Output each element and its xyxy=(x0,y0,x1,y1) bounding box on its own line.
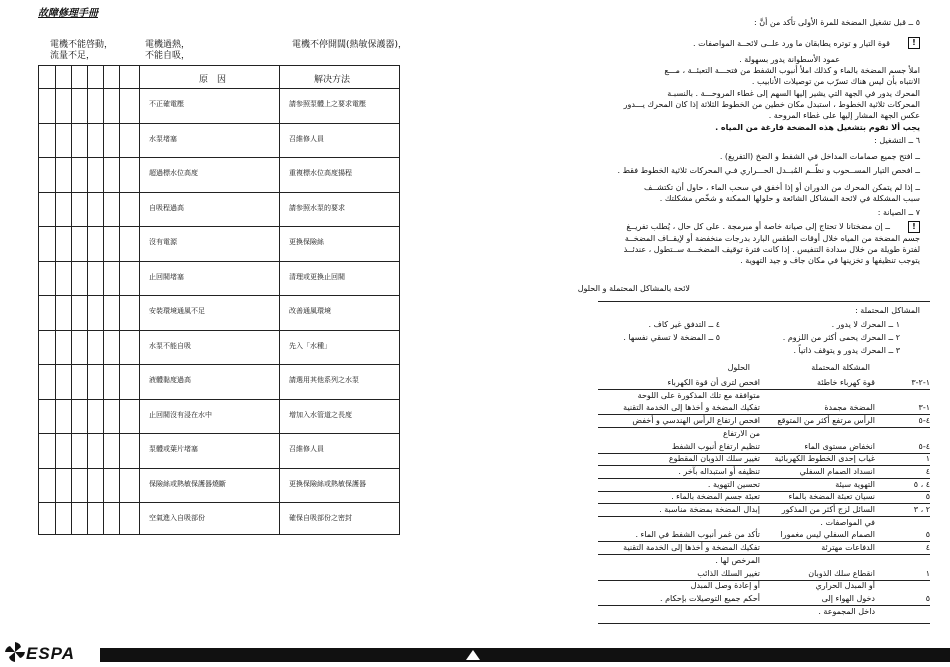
paragraph: جسم المضخة من المياه خلال أوقات الطقس البارد بدرجات منخفضة أو لإيقــاف المضخــة xyxy=(624,234,920,243)
table-solution-cell: أحكم جميع التوصيلات بإحكام . xyxy=(659,593,760,603)
paragraph: ــ افحص التيار المســحوب و نظّــم المُبــدل الحـــراري فـي المحركات ثلاثية الخطوط فقط . xyxy=(617,166,920,175)
troubleshooting-table xyxy=(38,65,400,535)
espa-logo-text: ESPA xyxy=(26,644,76,663)
table-solution-cell: افحص ارتفاع الرأس الهندسي و أخفض xyxy=(632,416,760,426)
table-problem-cell: المضخة مجمدة xyxy=(824,403,875,413)
table-problem-cell: غياب إحدى الخطوط الكهربائية xyxy=(774,454,875,464)
cause-cell: 止回閥堵塞 xyxy=(149,272,184,281)
table-num-cell: ٥ xyxy=(925,593,930,603)
solution-cell: 重複標水位高度揚程 xyxy=(289,169,352,178)
paragraph: عكس الجهة المشار إليها على غطاء المروحة . xyxy=(768,111,920,120)
table-num-cell: ٥ xyxy=(925,492,930,502)
paragraph: يتوجب تنظيفها و تخزينها في مكان جاف و جيد التهوية . xyxy=(740,256,920,265)
symptom-header-2: 流量不足， xyxy=(50,51,96,61)
paragraph: المحركات ثلاثية الخطوط ، استبدل مكان خطين من الخطوط الثلاثة إذا كان المحرك يـــدور xyxy=(623,100,920,109)
table-problem-cell: الصمام السفلي ليس مغمورا xyxy=(780,530,875,540)
section-6-title: ٦ ــ التشغيل : xyxy=(874,136,920,145)
cause-cell: 自吸程過高 xyxy=(149,203,184,212)
table-problem-cell: الرأس مرتفع أكثر من المتوقع xyxy=(777,416,875,426)
table-num-cell: ٤-٥ xyxy=(918,416,930,426)
cause-cell: 保險絲或熱敏保護器燒斷 xyxy=(149,479,226,488)
table-num-cell: ٥ xyxy=(925,530,930,540)
table-solution-cell: تفكيك المضخة و أخذها إلى الخدمة التقنية xyxy=(623,543,760,553)
symptom-header-4: 不能自吸， xyxy=(145,51,191,61)
column-header-problem: المشكلة المحتملة xyxy=(811,363,870,372)
espa-logo-icon xyxy=(4,641,26,663)
table-problem-cell: قوة كهرباء خاطئة xyxy=(816,378,875,387)
problem-item: ٢ ــ المحرك يحمى أكثر من اللزوم . xyxy=(782,333,900,342)
table-solution-cell: تحسين التهوية . xyxy=(707,479,760,489)
table-problem-cell: انخفاض مستوى الماء xyxy=(804,441,875,451)
solution-cell: 請選用其他系列之水泵 xyxy=(289,376,359,385)
solution-cell: 先入「水種」 xyxy=(289,341,331,350)
problem-item: ٣ ــ المحرك يدور و يتوقف ذاتياً . xyxy=(793,346,900,355)
solution-cell: 召維修人員 xyxy=(289,134,324,143)
table-solution-cell: تأكد من غمر أنبوب الشفط في الماء . xyxy=(635,530,760,540)
solution-cell: 請参照水泵的要求 xyxy=(289,203,345,212)
paragraph: المحرك يدور في الجهة التي يشير إليها السهم إلى غطاء المروحـــة . بالنسبـة xyxy=(667,89,920,98)
symptom-header-5: 電機不停開闊(熱敏保護器)， xyxy=(292,40,408,50)
table-solution-cell: متوافقة مع تلك المذكورة على اللوحة xyxy=(637,390,760,400)
paragraph: ــ إذا لم يتمكن المحرك من الدوران أو إذا أخفق في سحب الماء ، حاول أن تكتشــف xyxy=(643,183,920,192)
table-problem-cell: التهوية سيئة xyxy=(835,479,875,489)
footer-bar xyxy=(100,648,950,662)
table-num-cell: ٤-٥ xyxy=(918,441,930,451)
solution-cell: 清理或更換止回閥 xyxy=(289,272,345,281)
paragraph: لفترة طويلة من خلال سدادة التنفيس . إذا كانت فترة توقيف المضخـــة ســتطول ، عندئــذ xyxy=(623,245,920,254)
table-problem-cell: داخل المجموعة . xyxy=(818,606,875,616)
table-num-cell: ١ xyxy=(925,568,930,578)
paragraph: املأ جسم المضخة بالماء و كذلك املأ أنبوب الشفط من فتحـــة التعبئــة ، مـــع xyxy=(664,66,920,75)
warning-icon: ! xyxy=(908,37,920,49)
cause-cell: 不正確電壓 xyxy=(149,100,184,109)
paragraph: سبب المشكلة في لائحة المشاكل الشائعة و حلولها الممكنة و شخّص مشكلتك . xyxy=(659,194,920,203)
problem-item: ٥ ــ المضخة لا تسقي نفسها . xyxy=(623,333,720,342)
table-solution-cell: تغيير سلك الذوبان المقطوع xyxy=(668,454,760,464)
problems-title: المشاكل المحتملة : xyxy=(855,306,920,315)
solution-cell: 確保自吸部份之密封 xyxy=(289,514,352,523)
column-header-solution: 解决方法 xyxy=(314,75,351,85)
table-problem-cell: دخول الهواء إلى xyxy=(821,593,875,603)
cause-cell: 水泵堵塞 xyxy=(149,134,177,143)
column-header-solution: الحلول xyxy=(727,363,750,372)
problem-item: ٤ ــ التدفق غير كاف . xyxy=(648,320,720,329)
page-title: 故障修理手冊 xyxy=(38,8,98,19)
table-solution-cell: تفكيك المضخة و أخذها إلى الخدمة التقنية xyxy=(623,403,760,413)
problem-item: ١ ــ المحرك لا يدور . xyxy=(831,320,900,329)
table-solution-cell: أو إعادة وصل المبدل xyxy=(690,581,760,591)
column-header-cause: 原 因 xyxy=(199,75,227,85)
table-problem-cell: نسيان تعبئة المضخة بالماء xyxy=(788,492,875,502)
page-marker-icon xyxy=(466,650,480,660)
table-problem-cell: الدفاعات مهترئة xyxy=(821,543,875,553)
table-solution-cell: تنظيفه أو استبداله بآخر . xyxy=(678,466,760,476)
table-num-cell: ١-٣ xyxy=(918,403,930,413)
solution-cell: 更換保險絲 xyxy=(289,238,324,247)
paragraph: ــ افتح جميع صمامات المداخل في الشفط و الضخ (التفريغ) . xyxy=(719,152,920,161)
table-num-cell: ٤ xyxy=(925,466,930,476)
cause-cell: 沒有電源 xyxy=(149,238,177,247)
table-problem-cell: انسداد الصمام السفلي xyxy=(799,466,875,476)
table-solution-cell: افحص لترى أن قوة الكهرباء xyxy=(667,378,760,387)
table-problem-cell: انقطاع سلك الذوبان xyxy=(808,568,875,578)
list-title: لائحة بالمشاكل المحتملة و الحلول xyxy=(577,284,690,293)
table-problem-cell: السائل لزج أكثر من المذكور xyxy=(781,505,875,514)
table-solution-cell: إبدال المضخة بمضخة مناسبة . xyxy=(659,505,760,514)
cause-cell: 液體黏度過高 xyxy=(149,376,191,385)
paragraph: قوة التيار و توتره يطابقان ما ورد علــى لائحــة المواصفات . xyxy=(693,39,890,48)
paragraph: عمود الأسطوانة يدور بسهولة . xyxy=(739,55,840,64)
section-7-title: ٧ ــ الصيانة : xyxy=(877,208,920,217)
table-num-cell: ٤ ، ٥ xyxy=(913,479,930,489)
table-solution-cell: تعبئة جسم المضخة بالماء . xyxy=(671,492,760,502)
cause-cell: 水泵不能自吸 xyxy=(149,341,191,350)
table-num-cell: ١ xyxy=(925,454,930,464)
cause-cell: 泵體或葉片堵塞 xyxy=(149,445,198,454)
solution-cell: 請参照泵體上之要求電壓 xyxy=(289,100,366,109)
paragraph: يجب ألا تقوم بتشغيل هذه المضخة فارغة من المياه . xyxy=(715,123,920,132)
table-solution-cell: تنظيم ارتفاع أنبوب الشفط xyxy=(671,441,760,451)
solution-cell: 增加入水管道之長度 xyxy=(289,410,352,419)
paragraph: ــ إن مضختانا لا تحتاج إلى صيانة خاصة أو مبرمجة . على كل حال ، يُطلب تفريــغ xyxy=(626,222,890,231)
symptom-header-1: 電機不能啓動， xyxy=(50,40,114,50)
solution-cell: 改善通風環境 xyxy=(289,307,331,316)
cause-cell: 止回閥沒有浸在水中 xyxy=(149,410,212,419)
table-solution-cell: المرخص لها . xyxy=(715,555,760,565)
table-num-cell: ١-٢-٣ xyxy=(911,378,930,387)
symptom-header-3: 電機過熱， xyxy=(145,40,191,50)
cause-cell: 安裝環境通風不足 xyxy=(149,307,205,316)
table-solution-cell: من الارتفاع xyxy=(722,428,760,438)
section-5-title: ٥ ــ قبل تشغيل المضخة للمرة الأولى تأكد من أنَّ : xyxy=(754,18,920,27)
table-problem-cell: أو المبدل الحراري xyxy=(815,581,875,591)
paragraph: الانتباه بأن ليس هناك تسرّب من توصيلات الأنابيب . xyxy=(751,77,920,86)
cause-cell: 空氣進入自吸部份 xyxy=(149,514,205,523)
table-num-cell: ٤ xyxy=(925,543,930,553)
table-solution-cell: تغيير السلك الذائب xyxy=(697,568,760,578)
solution-cell: 更換保險絲或熱敏保護器 xyxy=(289,479,366,488)
table-problem-cell: في المواصفات . xyxy=(820,517,875,527)
cause-cell: 超過標水位高度 xyxy=(149,169,198,178)
solution-cell: 召維修人員 xyxy=(289,445,324,454)
warning-icon: ! xyxy=(908,221,920,233)
table-num-cell: ٢ ، ٣ xyxy=(913,505,930,514)
